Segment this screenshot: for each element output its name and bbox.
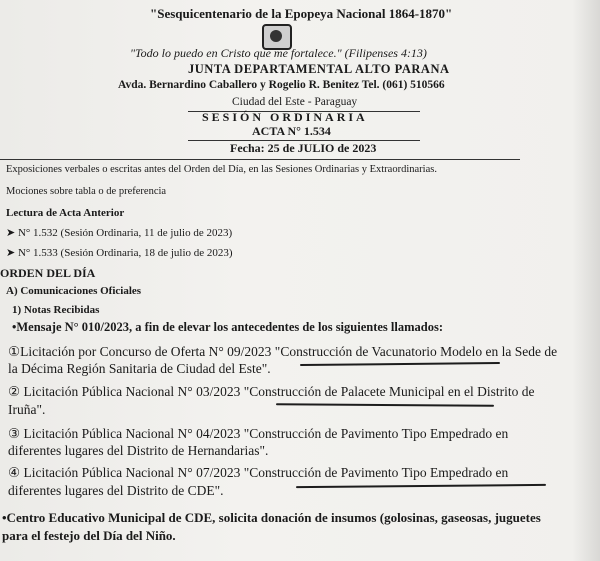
licitacion-item-4-line1: ④ Licitación Pública Nacional N° 07/2023 "Construcción de Pavimento Tipo Empedrado en	[8, 465, 509, 480]
orden-del-dia-title: ORDEN DEL DÍA	[0, 266, 96, 280]
licitacion-item-3-line1: ③ Licitación Pública Nacional N° 04/2023 "Construcción de Pavimento Tipo Empedrado en	[8, 426, 509, 441]
licitacion-item-4-line2: diferentes lugares del Distrito de CDE".	[8, 483, 224, 498]
anniversary-heading: "Sesquicentenario de la Epopeya Nacional 1864-1870"	[150, 6, 453, 21]
session-type: SESIÓN ORDINARIA	[202, 110, 368, 124]
mensaje-line: •Mensaje N° 010/2023, a fin de elevar los antecedentes de los siguientes llamados:	[12, 320, 443, 334]
page-shadow	[572, 0, 600, 561]
centro-educativo-line1: •Centro Educativo Municipal de CDE, solicita donación de insumos (golosinas, gaseosas, juguetes	[2, 510, 541, 525]
acta-item-1532: ➤ N° 1.532 (Sesión Ordinaria, 11 de julio de 2023)	[6, 227, 233, 239]
licitacion-item-2-line1: ② Licitación Pública Nacional N° 03/2023 "Construcción de Palacete Municipal en el Distrito de	[8, 384, 535, 399]
divider-bottom	[0, 159, 520, 160]
mociones-line: Mociones sobre tabla o de preferencia	[6, 186, 167, 197]
licitacion-item-2-line2: Iruña".	[8, 402, 46, 417]
exposiciones-line: Exposiciones verbales o escritas antes del Orden del Día, en las Sesiones Ordinarias y Extraordinarias.	[6, 164, 437, 175]
handwritten-underline-2	[276, 403, 494, 407]
institution-name: JUNTA DEPARTAMENTAL ALTO PARANA	[188, 62, 450, 76]
licitacion-item-1-line2: la Décima Región Sanitaria de Ciudad del Este".	[8, 361, 271, 376]
lectura-title: Lectura de Acta Anterior	[6, 207, 125, 219]
institution-address: Avda. Bernardino Caballero y Rogelio R. Benitez Tel. (061) 510566	[118, 79, 445, 91]
comunicaciones-heading: A) Comunicaciones Oficiales	[6, 285, 142, 297]
centro-educativo-line2: para el festejo del Día del Niño.	[2, 528, 176, 543]
notas-recibidas-heading: 1) Notas Recibidas	[12, 304, 100, 316]
handwritten-underline-4	[296, 484, 546, 488]
session-date: Fecha: 25 de JULIO de 2023	[230, 141, 377, 155]
motto-line: "Todo lo puedo en Cristo que me fortalece." (Filipenses 4:13)	[130, 46, 427, 60]
licitacion-item-3-line2: diferentes lugares del Distrito de Hernandarias".	[8, 443, 269, 458]
act-number: ACTA N° 1.534	[252, 124, 331, 138]
licitacion-item-1-line1: ①Licitación por Concurso de Oferta N° 09/2023 "Construcción de Vacunatorio Modelo en la Sede de	[8, 344, 558, 359]
handwritten-underline-1	[300, 362, 500, 366]
institution-city: Ciudad del Este - Paraguay	[232, 96, 358, 108]
acta-item-1533: ➤ N° 1.533 (Sesión Ordinaria, 18 de julio de 2023)	[6, 247, 233, 259]
